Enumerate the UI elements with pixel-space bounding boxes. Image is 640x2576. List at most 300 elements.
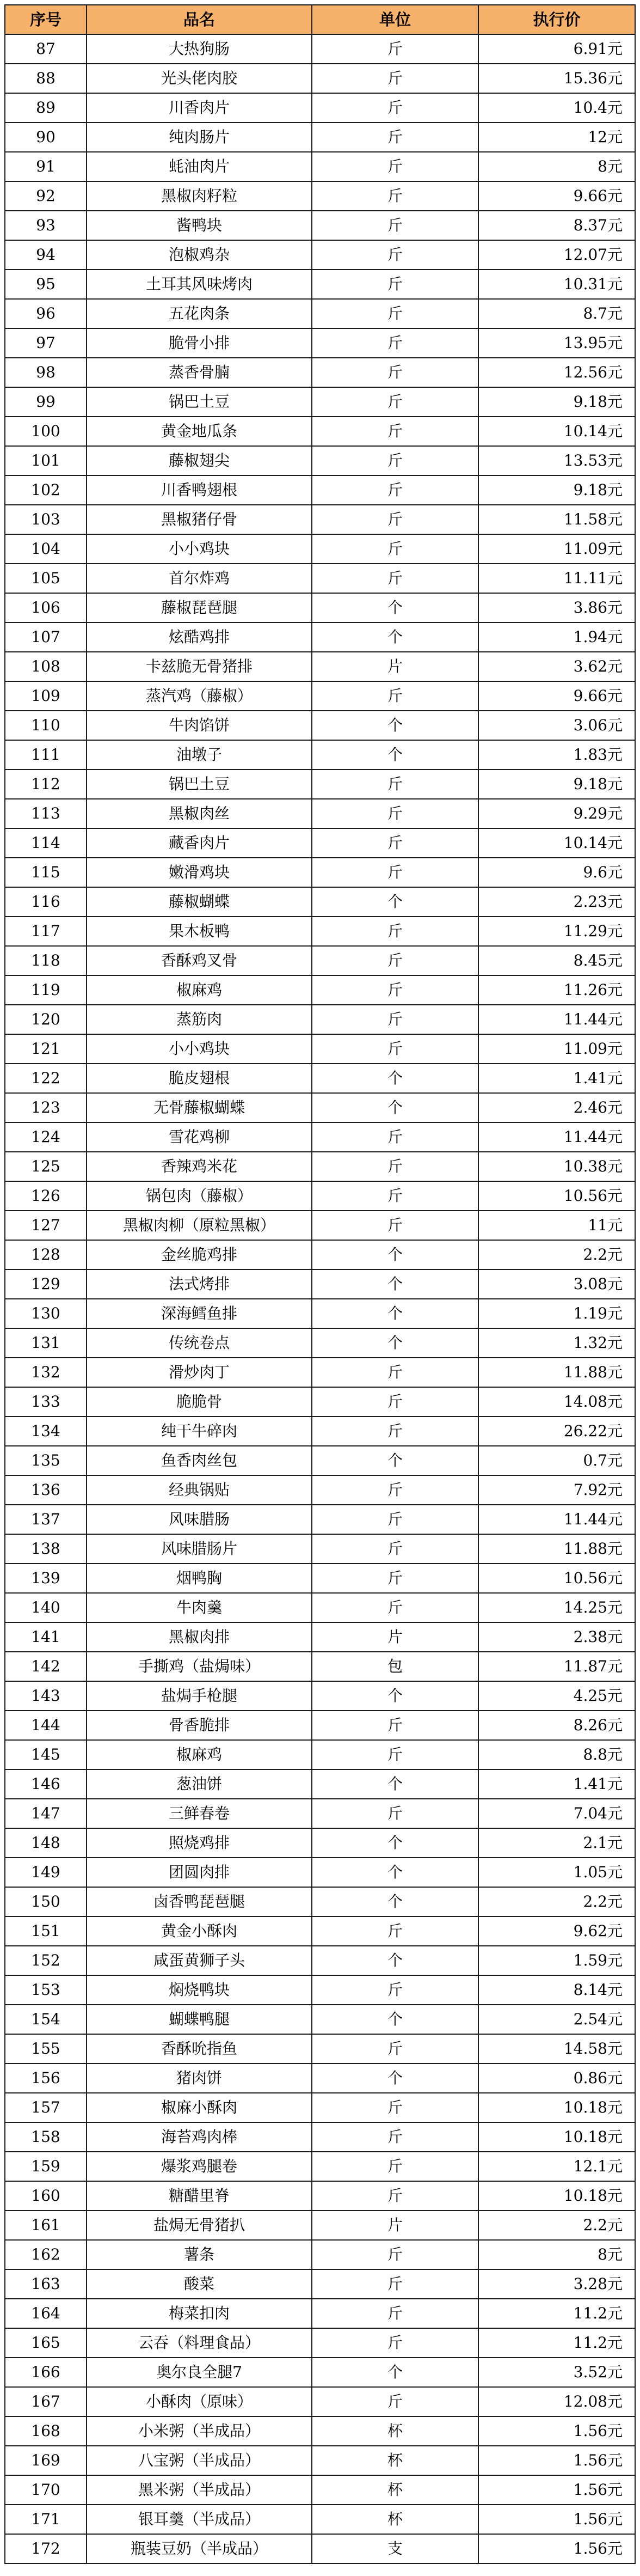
cell-price: 2.2元 xyxy=(478,2211,635,2240)
cell-unit: 斤 xyxy=(312,2269,478,2299)
cell-product-name: 脆脆骨 xyxy=(87,1387,312,1417)
cell-serial-no: 133 xyxy=(5,1387,87,1417)
table-row xyxy=(5,1828,635,1858)
cell-serial-no: 167 xyxy=(5,2387,87,2416)
cell-serial-no: 163 xyxy=(5,2269,87,2299)
table-row xyxy=(5,417,635,446)
cell-unit: 个 xyxy=(312,1946,478,1975)
cell-serial-no: 99 xyxy=(5,387,87,417)
cell-serial-no: 98 xyxy=(5,358,87,387)
cell-unit: 个 xyxy=(312,2005,478,2034)
cell-product-name: 云吞（料理食品） xyxy=(87,2328,312,2358)
cell-price: 2.1元 xyxy=(478,1828,635,1858)
cell-serial-no: 88 xyxy=(5,64,87,93)
cell-unit: 斤 xyxy=(312,2299,478,2328)
cell-serial-no: 172 xyxy=(5,2534,87,2563)
cell-product-name: 团圆肉排 xyxy=(87,1858,312,1887)
cell-product-name: 梅菜扣肉 xyxy=(87,2299,312,2328)
cell-product-name: 果木板鸭 xyxy=(87,917,312,946)
cell-serial-no: 87 xyxy=(5,34,87,64)
cell-price: 1.56元 xyxy=(478,2534,635,2563)
cell-price: 1.83元 xyxy=(478,740,635,770)
cell-serial-no: 109 xyxy=(5,681,87,711)
cell-product-name: 油墩子 xyxy=(87,740,312,770)
cell-unit: 斤 xyxy=(312,1564,478,1593)
cell-unit: 个 xyxy=(312,1681,478,1711)
cell-price: 11.26元 xyxy=(478,975,635,1005)
cell-product-name: 小小鸡块 xyxy=(87,534,312,564)
cell-product-name: 骨香脆排 xyxy=(87,1711,312,1740)
cell-price: 2.2元 xyxy=(478,1887,635,1916)
table-row xyxy=(5,534,635,564)
table-row xyxy=(5,975,635,1005)
table-row xyxy=(5,1122,635,1152)
cell-price: 8.7元 xyxy=(478,299,635,328)
cell-price: 8元 xyxy=(478,2240,635,2269)
cell-serial-no: 108 xyxy=(5,652,87,681)
cell-price: 9.18元 xyxy=(478,770,635,799)
table-row xyxy=(5,946,635,975)
cell-unit: 斤 xyxy=(312,1534,478,1564)
cell-serial-no: 114 xyxy=(5,828,87,858)
cell-product-name: 蒸汽鸡（藤椒） xyxy=(87,681,312,711)
cell-product-name: 雪花鸡柳 xyxy=(87,1122,312,1152)
cell-unit: 斤 xyxy=(312,1417,478,1446)
cell-product-name: 深海鳕鱼排 xyxy=(87,1299,312,1328)
cell-unit: 斤 xyxy=(312,181,478,211)
table-row xyxy=(5,240,635,270)
cell-unit: 个 xyxy=(312,622,478,652)
cell-serial-no: 143 xyxy=(5,1681,87,1711)
cell-unit: 杯 xyxy=(312,2416,478,2446)
cell-product-name: 黄金小酥肉 xyxy=(87,1916,312,1946)
cell-price: 12元 xyxy=(478,123,635,152)
cell-unit: 个 xyxy=(312,593,478,622)
cell-price: 9.62元 xyxy=(478,1916,635,1946)
cell-unit: 个 xyxy=(312,887,478,917)
cell-serial-no: 127 xyxy=(5,1211,87,1240)
cell-product-name: 猪肉饼 xyxy=(87,2064,312,2093)
cell-product-name: 小酥肉（原味） xyxy=(87,2387,312,2416)
cell-serial-no: 154 xyxy=(5,2005,87,2034)
cell-price: 4.25元 xyxy=(478,1681,635,1711)
cell-serial-no: 130 xyxy=(5,1299,87,1328)
cell-price: 6.91元 xyxy=(478,34,635,64)
cell-price: 13.53元 xyxy=(478,446,635,475)
table-row xyxy=(5,211,635,240)
cell-price: 11.44元 xyxy=(478,1505,635,1534)
cell-price: 14.58元 xyxy=(478,2034,635,2064)
cell-product-name: 香酥鸡叉骨 xyxy=(87,946,312,975)
cell-price: 9.29元 xyxy=(478,799,635,828)
cell-price: 1.19元 xyxy=(478,1299,635,1328)
cell-unit: 斤 xyxy=(312,858,478,887)
cell-product-name: 卡兹脆无骨猪排 xyxy=(87,652,312,681)
cell-price: 0.86元 xyxy=(478,2064,635,2093)
cell-price: 2.54元 xyxy=(478,2005,635,2034)
cell-product-name: 蒸香骨腩 xyxy=(87,358,312,387)
table-row xyxy=(5,1064,635,1093)
cell-product-name: 光头佬肉胶 xyxy=(87,64,312,93)
cell-product-name: 椒麻鸡 xyxy=(87,975,312,1005)
cell-serial-no: 117 xyxy=(5,917,87,946)
cell-price: 11.44元 xyxy=(478,1005,635,1034)
cell-product-name: 牛肉馅饼 xyxy=(87,711,312,740)
cell-unit: 个 xyxy=(312,1887,478,1916)
header-product-name: 品名 xyxy=(87,5,312,34)
cell-price: 10.4元 xyxy=(478,93,635,123)
table-row xyxy=(5,917,635,946)
cell-unit: 斤 xyxy=(312,34,478,64)
cell-product-name: 锅巴土豆 xyxy=(87,770,312,799)
cell-price: 11.09元 xyxy=(478,1034,635,1064)
table-row xyxy=(5,1887,635,1916)
cell-serial-no: 147 xyxy=(5,1799,87,1828)
cell-product-name: 黑椒肉柳（原粒黑椒） xyxy=(87,1211,312,1240)
cell-unit: 斤 xyxy=(312,534,478,564)
cell-product-name: 嫩滑鸡块 xyxy=(87,858,312,887)
cell-unit: 斤 xyxy=(312,917,478,946)
table-row xyxy=(5,622,635,652)
cell-product-name: 川香鸭翅根 xyxy=(87,475,312,505)
cell-price: 1.56元 xyxy=(478,2416,635,2446)
cell-unit: 斤 xyxy=(312,211,478,240)
cell-price: 11.29元 xyxy=(478,917,635,946)
cell-unit: 斤 xyxy=(312,681,478,711)
cell-unit: 杯 xyxy=(312,2505,478,2534)
cell-product-name: 蒸筋肉 xyxy=(87,1005,312,1034)
cell-serial-no: 166 xyxy=(5,2358,87,2387)
cell-price: 2.46元 xyxy=(478,1093,635,1122)
cell-unit: 片 xyxy=(312,1622,478,1652)
table-row xyxy=(5,1711,635,1740)
cell-serial-no: 100 xyxy=(5,417,87,446)
table-row xyxy=(5,1946,635,1975)
table-row xyxy=(5,1387,635,1417)
cell-unit: 个 xyxy=(312,2358,478,2387)
cell-serial-no: 122 xyxy=(5,1064,87,1093)
cell-unit: 斤 xyxy=(312,1799,478,1828)
table-row xyxy=(5,1505,635,1534)
cell-serial-no: 152 xyxy=(5,1946,87,1975)
cell-price: 9.18元 xyxy=(478,475,635,505)
table-row xyxy=(5,64,635,93)
cell-price: 10.18元 xyxy=(478,2122,635,2152)
cell-unit: 斤 xyxy=(312,2152,478,2181)
cell-product-name: 黑椒肉丝 xyxy=(87,799,312,828)
cell-serial-no: 161 xyxy=(5,2211,87,2240)
cell-price: 10.14元 xyxy=(478,417,635,446)
cell-price: 12.08元 xyxy=(478,2387,635,2416)
cell-unit: 斤 xyxy=(312,152,478,181)
cell-serial-no: 121 xyxy=(5,1034,87,1064)
cell-product-name: 咸蛋黄狮子头 xyxy=(87,1946,312,1975)
table-row xyxy=(5,1858,635,1887)
cell-product-name: 滑炒肉丁 xyxy=(87,1358,312,1387)
cell-price: 9.66元 xyxy=(478,681,635,711)
table-row xyxy=(5,681,635,711)
header-unit: 单位 xyxy=(312,5,478,34)
cell-product-name: 八宝粥（半成品） xyxy=(87,2446,312,2475)
cell-product-name: 照烧鸡排 xyxy=(87,1828,312,1858)
cell-unit: 斤 xyxy=(312,387,478,417)
table-row xyxy=(5,1916,635,1946)
cell-unit: 斤 xyxy=(312,2328,478,2358)
table-row xyxy=(5,1181,635,1211)
table-row xyxy=(5,1593,635,1622)
table-row xyxy=(5,770,635,799)
cell-product-name: 锅巴土豆 xyxy=(87,387,312,417)
cell-unit: 斤 xyxy=(312,1475,478,1505)
cell-price: 11.11元 xyxy=(478,564,635,593)
table-row xyxy=(5,1358,635,1387)
cell-price: 10.18元 xyxy=(478,2093,635,2122)
table-row xyxy=(5,1034,635,1064)
cell-unit: 个 xyxy=(312,1064,478,1093)
cell-price: 1.56元 xyxy=(478,2475,635,2505)
cell-serial-no: 150 xyxy=(5,1887,87,1916)
cell-unit: 斤 xyxy=(312,1034,478,1064)
cell-price: 0.7元 xyxy=(478,1446,635,1475)
cell-product-name: 锅包肉（藤椒） xyxy=(87,1181,312,1211)
cell-unit: 斤 xyxy=(312,2093,478,2122)
table-row xyxy=(5,2093,635,2122)
cell-serial-no: 142 xyxy=(5,1652,87,1681)
cell-serial-no: 136 xyxy=(5,1475,87,1505)
table-row xyxy=(5,711,635,740)
table-row xyxy=(5,1005,635,1034)
cell-product-name: 纯干牛碎肉 xyxy=(87,1417,312,1446)
table-row xyxy=(5,1446,635,1475)
cell-price: 11.88元 xyxy=(478,1358,635,1387)
cell-price: 10.38元 xyxy=(478,1152,635,1181)
cell-serial-no: 138 xyxy=(5,1534,87,1564)
cell-product-name: 椒麻小酥肉 xyxy=(87,2093,312,2122)
cell-price: 11.58元 xyxy=(478,505,635,534)
cell-price: 1.94元 xyxy=(478,622,635,652)
cell-serial-no: 93 xyxy=(5,211,87,240)
table-row xyxy=(5,475,635,505)
table-row xyxy=(5,2211,635,2240)
cell-serial-no: 128 xyxy=(5,1240,87,1269)
cell-serial-no: 126 xyxy=(5,1181,87,1211)
cell-product-name: 香酥吮指鱼 xyxy=(87,2034,312,2064)
table-row xyxy=(5,181,635,211)
cell-serial-no: 91 xyxy=(5,152,87,181)
cell-unit: 斤 xyxy=(312,1181,478,1211)
cell-unit: 斤 xyxy=(312,93,478,123)
table-row xyxy=(5,1211,635,1240)
table-row xyxy=(5,2152,635,2181)
cell-serial-no: 156 xyxy=(5,2064,87,2093)
cell-price: 8.14元 xyxy=(478,1975,635,2005)
cell-unit: 斤 xyxy=(312,417,478,446)
table-row xyxy=(5,270,635,299)
cell-serial-no: 92 xyxy=(5,181,87,211)
cell-price: 3.86元 xyxy=(478,593,635,622)
cell-unit: 斤 xyxy=(312,770,478,799)
cell-product-name: 藤椒蝴蝶 xyxy=(87,887,312,917)
table-row xyxy=(5,887,635,917)
cell-unit: 斤 xyxy=(312,799,478,828)
cell-product-name: 鱼香肉丝包 xyxy=(87,1446,312,1475)
cell-product-name: 藏香肉片 xyxy=(87,828,312,858)
cell-serial-no: 151 xyxy=(5,1916,87,1946)
cell-unit: 斤 xyxy=(312,1358,478,1387)
cell-product-name: 土耳其风味烤肉 xyxy=(87,270,312,299)
table-row xyxy=(5,2534,635,2563)
cell-unit: 斤 xyxy=(312,64,478,93)
cell-price: 10.56元 xyxy=(478,1564,635,1593)
cell-product-name: 盐焗手枪腿 xyxy=(87,1681,312,1711)
cell-product-name: 法式烤排 xyxy=(87,1269,312,1299)
table-row xyxy=(5,2269,635,2299)
table-row xyxy=(5,2240,635,2269)
cell-serial-no: 103 xyxy=(5,505,87,534)
cell-serial-no: 105 xyxy=(5,564,87,593)
cell-serial-no: 104 xyxy=(5,534,87,564)
cell-unit: 个 xyxy=(312,1093,478,1122)
cell-unit: 斤 xyxy=(312,946,478,975)
cell-product-name: 银耳羹（半成品） xyxy=(87,2505,312,2534)
cell-unit: 斤 xyxy=(312,1975,478,2005)
table-row xyxy=(5,2505,635,2534)
table-row xyxy=(5,2064,635,2093)
cell-serial-no: 157 xyxy=(5,2093,87,2122)
cell-price: 3.62元 xyxy=(478,652,635,681)
cell-unit: 斤 xyxy=(312,446,478,475)
cell-serial-no: 169 xyxy=(5,2446,87,2475)
cell-unit: 斤 xyxy=(312,270,478,299)
cell-serial-no: 165 xyxy=(5,2328,87,2358)
cell-unit: 个 xyxy=(312,1858,478,1887)
cell-price: 2.23元 xyxy=(478,887,635,917)
cell-price: 1.32元 xyxy=(478,1328,635,1358)
cell-product-name: 首尔炸鸡 xyxy=(87,564,312,593)
table-row xyxy=(5,2416,635,2446)
cell-serial-no: 116 xyxy=(5,887,87,917)
cell-product-name: 风味腊肠 xyxy=(87,1505,312,1534)
cell-product-name: 黑椒肉籽粒 xyxy=(87,181,312,211)
cell-serial-no: 119 xyxy=(5,975,87,1005)
cell-unit: 斤 xyxy=(312,240,478,270)
cell-price: 12.1元 xyxy=(478,2152,635,2181)
table-row xyxy=(5,652,635,681)
table-row xyxy=(5,34,635,64)
table-row xyxy=(5,1534,635,1564)
cell-serial-no: 115 xyxy=(5,858,87,887)
cell-unit: 斤 xyxy=(312,828,478,858)
table-row xyxy=(5,2387,635,2416)
cell-unit: 片 xyxy=(312,2211,478,2240)
cell-unit: 斤 xyxy=(312,1740,478,1769)
cell-product-name: 酸菜 xyxy=(87,2269,312,2299)
cell-price: 10.14元 xyxy=(478,828,635,858)
cell-product-name: 黑椒猪仔骨 xyxy=(87,505,312,534)
cell-price: 11.2元 xyxy=(478,2299,635,2328)
cell-unit: 斤 xyxy=(312,1505,478,1534)
cell-product-name: 爆浆鸡腿卷 xyxy=(87,2152,312,2181)
table-row xyxy=(5,2358,635,2387)
cell-unit: 个 xyxy=(312,740,478,770)
cell-serial-no: 94 xyxy=(5,240,87,270)
cell-serial-no: 139 xyxy=(5,1564,87,1593)
cell-serial-no: 97 xyxy=(5,328,87,358)
table-row xyxy=(5,799,635,828)
cell-unit: 杯 xyxy=(312,2446,478,2475)
cell-price: 2.2元 xyxy=(478,1240,635,1269)
cell-product-name: 海苔鸡肉棒 xyxy=(87,2122,312,2152)
cell-product-name: 卤香鸭琵琶腿 xyxy=(87,1887,312,1916)
cell-serial-no: 159 xyxy=(5,2152,87,2181)
price-table xyxy=(4,4,636,2564)
cell-serial-no: 158 xyxy=(5,2122,87,2152)
cell-serial-no: 132 xyxy=(5,1358,87,1387)
table-row xyxy=(5,1564,635,1593)
cell-unit: 包 xyxy=(312,1652,478,1681)
table-row xyxy=(5,152,635,181)
cell-serial-no: 96 xyxy=(5,299,87,328)
cell-product-name: 大热狗肠 xyxy=(87,34,312,64)
table-row xyxy=(5,358,635,387)
cell-serial-no: 164 xyxy=(5,2299,87,2328)
cell-product-name: 酱鸭块 xyxy=(87,211,312,240)
table-row xyxy=(5,1269,635,1299)
cell-unit: 斤 xyxy=(312,564,478,593)
cell-product-name: 瓶装豆奶（半成品） xyxy=(87,2534,312,2563)
cell-serial-no: 120 xyxy=(5,1005,87,1034)
cell-price: 8元 xyxy=(478,152,635,181)
cell-product-name: 川香肉片 xyxy=(87,93,312,123)
cell-serial-no: 125 xyxy=(5,1152,87,1181)
cell-product-name: 盐焗无骨猪扒 xyxy=(87,2211,312,2240)
cell-price: 11.09元 xyxy=(478,534,635,564)
table-row xyxy=(5,1740,635,1769)
cell-price: 7.04元 xyxy=(478,1799,635,1828)
cell-product-name: 焖烧鸭块 xyxy=(87,1975,312,2005)
cell-price: 1.41元 xyxy=(478,1769,635,1799)
cell-product-name: 糖醋里脊 xyxy=(87,2181,312,2211)
cell-product-name: 蚝油肉片 xyxy=(87,152,312,181)
cell-product-name: 蝴蝶鸭腿 xyxy=(87,2005,312,2034)
cell-serial-no: 149 xyxy=(5,1858,87,1887)
cell-price: 13.95元 xyxy=(478,328,635,358)
cell-price: 11.88元 xyxy=(478,1534,635,1564)
table-row xyxy=(5,1093,635,1122)
cell-price: 11.2元 xyxy=(478,2328,635,2358)
table-row xyxy=(5,2328,635,2358)
cell-price: 2.38元 xyxy=(478,1622,635,1652)
cell-product-name: 脆皮翅根 xyxy=(87,1064,312,1093)
table-row xyxy=(5,1769,635,1799)
cell-price: 11.87元 xyxy=(478,1652,635,1681)
cell-product-name: 小小鸡块 xyxy=(87,1034,312,1064)
table-row xyxy=(5,2181,635,2211)
cell-unit: 个 xyxy=(312,1769,478,1799)
cell-unit: 斤 xyxy=(312,475,478,505)
table-row xyxy=(5,2005,635,2034)
table-row xyxy=(5,2475,635,2505)
cell-unit: 斤 xyxy=(312,2240,478,2269)
cell-serial-no: 129 xyxy=(5,1269,87,1299)
cell-price: 14.08元 xyxy=(478,1387,635,1417)
cell-unit: 个 xyxy=(312,1269,478,1299)
cell-price: 7.92元 xyxy=(478,1475,635,1505)
cell-product-name: 三鲜春卷 xyxy=(87,1799,312,1828)
cell-serial-no: 137 xyxy=(5,1505,87,1534)
cell-price: 1.56元 xyxy=(478,2446,635,2475)
table-row xyxy=(5,328,635,358)
